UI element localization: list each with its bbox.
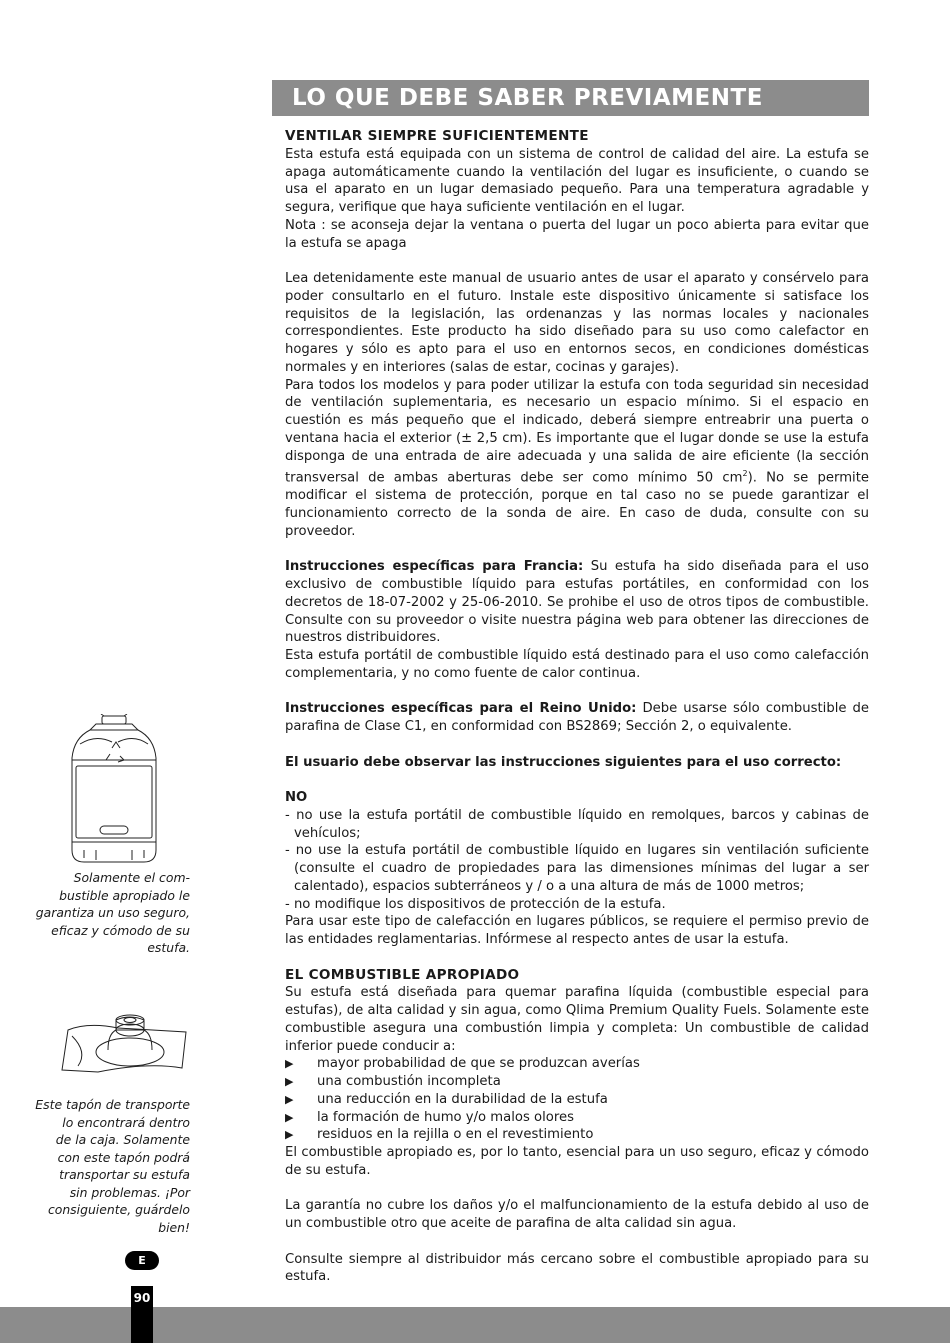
user-instructions-note: El usuario debe observar las instrucciones siguientes para el uso correcto: xyxy=(285,754,842,770)
no-item: - no modifique los dispositivos de protección de la estufa. xyxy=(285,896,666,912)
superscript-2: 2 xyxy=(742,469,748,479)
caption-line: eficaz y cómodo de su xyxy=(51,922,190,938)
bullet-arrow-icon: ▶ xyxy=(285,1110,294,1124)
caption-line: estufa. xyxy=(147,940,190,955)
bullet-text: la formación de humo y/o malos olores xyxy=(317,1109,574,1125)
caption-line: transportar su estufa xyxy=(59,1167,190,1182)
heading-ventilation: VENTILAR SIEMPRE SUFICIENTEMENTE xyxy=(285,128,589,144)
fuel-bullet xyxy=(285,1109,869,1127)
fuel-conclusion: El combustible apropiado es, por lo tanto, esencial para un uso seguro, eficaz y cómodo de su estufa. xyxy=(285,1145,869,1178)
bullet-text: mayor probabilidad de que se produzcan averías xyxy=(317,1056,640,1072)
main-text-column xyxy=(285,128,869,1286)
manual-paragraph: Lea detenidamente este manual de usuario antes de usar el aparato y consérvelo para poder consultarlo en el futuro. Instale este dispositivo únicamente si satisface los requisitos de la legislación, las ordenanzas y las normas locales y nacionales correspondientes. Este producto ha sido diseñado para su uso como calefactor en hogares y sólo es apto para el uso en entornos secos, en condiciones domésticas normales y en interiores (salas de estar, cocinas y garajes). xyxy=(285,271,869,375)
no-item: - no use la estufa portátil de combustible líquido en remolques, barcos y cabinas de vehículos; xyxy=(285,807,869,841)
bullet-arrow-icon: ▶ xyxy=(285,1128,294,1142)
fuel-caption xyxy=(30,869,190,957)
no-heading: NO xyxy=(285,790,308,806)
ventilation-note: Nota : se aconseja dejar la ventana o puerta del lugar un poco abierta para evitar que la estufa se apaga xyxy=(285,217,869,251)
caption-line: consiguiente, guárdelo xyxy=(47,1202,190,1217)
france-text: Su estufa ha sido diseñada para el uso exclusivo de combustible líquido para estufas portátiles, en conformidad con los decretos de 18-07-2002 y 25-06-2010. Se prohibe el uso de otros tipos de combustible. Consulte con su proveedor o visite nuestra página web para obtener las direcciones de nuestros distribuidores. xyxy=(285,559,869,646)
caption-line: sin problemas. ¡Por xyxy=(69,1184,190,1200)
warranty-paragraph: La garantía no cubre los daños y/o el malfuncionamiento de la estufa debido al uso de un combustible otro que aceite de parafina de alta calidad sin agua. xyxy=(285,1198,869,1232)
caption-line: garantiza un uso seguro, xyxy=(35,905,190,920)
bullet-text: residuos en la rejilla o en el revestimiento xyxy=(317,1127,594,1143)
space-text-a: Para todos los modelos y para poder utilizar la estufa con toda seguridad sin necesidad de ventilación suplementaria, es necesario un espacio mínimo. Si el espacio en cuestión es más pequeño que el indicado, deberá siempre entreabrir una puerta o ventana hacia el exterior (± 2,5 cm). Es importante que el lugar donde se use la estufa disponga de una entrada de aire adecuada y una salida de aire eficiente (la sección transversal de ambas aberturas debe ser como mínimo 50 cm xyxy=(285,377,869,486)
uk-label: Instrucciones específicas para el Reino Unido: xyxy=(285,701,637,717)
space-text-b: ). No se permite modificar el sistema de protección, porque en tal caso no se puede garantizar el funcionamiento correcto de la sonda de aire. En caso de duda, consulte con su proveedor. xyxy=(285,470,869,539)
public-places-paragraph: Para usar este tipo de calefacción en lugares públicos, se requiere el permiso previo de las entidades reglamentarias. Infórmese al respecto antes de usar la estufa. xyxy=(285,914,869,948)
caption-line: Solamente el com- xyxy=(73,870,190,885)
space-paragraph xyxy=(285,377,869,541)
france-paragraph-2: Esta estufa portátil de combustible líquido está destinado para el uso como calefacción complementaria, y no como fuente de calor continua. xyxy=(285,648,869,681)
france-label: Instrucciones específicas para Francia: xyxy=(285,559,584,575)
caption-line: de la caja. Solamente xyxy=(55,1132,190,1147)
section-title-banner: LO QUE DEBE SABER PREVIAMENTE xyxy=(272,80,869,116)
caption-line: bustible apropiado le xyxy=(59,887,190,903)
fuel-bullet xyxy=(285,1055,869,1073)
caption-line: bien! xyxy=(158,1219,190,1235)
heading-fuel: EL COMBUSTIBLE APROPIADO xyxy=(285,966,520,983)
uk-paragraph xyxy=(285,700,869,736)
transport-cap-caption xyxy=(30,1096,190,1236)
caption-line: lo encontrará dentro xyxy=(62,1114,190,1130)
caption-line: con este tapón podrá xyxy=(57,1149,190,1165)
caption-line: Este tapón de transporte xyxy=(35,1097,190,1112)
uk-text: Debe usarse sólo combustible de parafina de Clase C1, en conformidad con BS2869; Sección 2, o equivalente. xyxy=(285,701,869,735)
no-item: - no use la estufa portátil de combustible líquido en lugares sin ventilación suficiente (consulte el cuadro de propiedades para las dimensiones mínimas del lugar a ser calentado), espacios subterráneos y / o a una altura de más de 1000 metros; xyxy=(285,843,869,894)
fuel-bullet xyxy=(285,1126,869,1144)
bullet-arrow-icon: ▶ xyxy=(285,1075,294,1089)
bullet-arrow-icon: ▶ xyxy=(285,1057,294,1071)
fuel-intro: Su estufa está diseñada para quemar parafina líquida (combustible especial para estufas), de alta calidad y sin agua, como Qlima Premium Quality Fuels. Solamente este combustible asegura una combustión limpia y completa: Un combustible de calidad inferior puede conducir a: xyxy=(285,985,869,1054)
consult-paragraph: Consulte siempre al distribuidor más cercano sobre el combustible apropiado para su estufa. xyxy=(285,1251,869,1285)
transport-cap-illustration xyxy=(58,1012,194,1080)
fuel-container-illustration xyxy=(66,714,162,866)
bullet-text: una reducción en la durabilidad de la estufa xyxy=(317,1091,608,1107)
bullet-arrow-icon: ▶ xyxy=(285,1092,294,1106)
fuel-bullet xyxy=(285,1091,869,1109)
france-paragraph xyxy=(285,558,869,647)
language-badge: E xyxy=(125,1251,159,1270)
fuel-bullet xyxy=(285,1073,869,1091)
ventilation-paragraph: Esta estufa está equipada con un sistema de control de calidad del aire. La estufa se apaga automáticamente cuando la ventilación del lugar es insuficiente, o cuando se usa el aparato en un lugar demasiado pequeño. Para una temperatura agradable y segura, verifique que haya suficiente ventilación en el lugar. xyxy=(285,146,869,215)
page-number: 90 xyxy=(131,1286,153,1343)
bullet-text: una combustión incompleta xyxy=(317,1074,501,1090)
